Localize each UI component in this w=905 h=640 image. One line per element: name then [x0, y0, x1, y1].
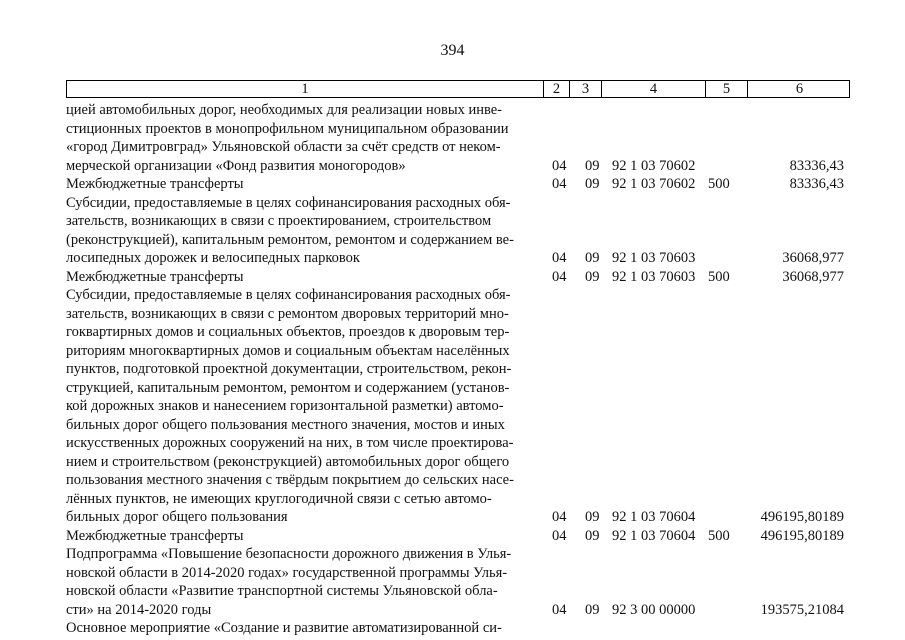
section-code: 04 [552, 509, 567, 525]
amount: 36068,977 [782, 268, 844, 285]
row-values [66, 527, 850, 546]
header-col-6: 6 [747, 81, 851, 97]
table-body [66, 101, 850, 638]
subsection-code: 09 [585, 527, 600, 544]
table-row [66, 286, 850, 527]
section-code: 04 [552, 157, 567, 174]
row-description: Субсидии, предоставляемые в целях софинансирования расходных обя- зательств, возникающих в связи с ремонтом дворовых территорий мно- гоквартирных домов и социальных объектов, проездов к дворовым тер- риториям многоквартирных домов и социальным объектам населённых пунктов, подготовкой проектной документации, строительством, рекон- струкцией, капитальным ремонтом, ремонтом и содержанием (установ- кой дорожных знаков и нанесением горизонтальной разметки) автомо- бильных дорог общего пользования местного значения, мостов и иных искусственных дорожных сооружений на них, в том числе проектирова- нием и строительством (реконструкцией) автомобильных дорог общего пользования местного значения с твёрдым покрытием до сельских насе- лённых пунктов, не имеющих круглогодичной связи с сетью автомо- бильных дорог общего пользования [66, 287, 514, 525]
target-article-code: 92 1 03 70602 [612, 176, 696, 192]
page-number: 394 [440, 42, 465, 59]
section-code: 04 [552, 601, 567, 618]
table-row [66, 194, 850, 268]
row-description: Субсидии, предоставляемые в целях софинансирования расходных обя- зательств, возникающих в связи с проектированием, строительством (реконструкцией), капитальным ремонтом, ремонтом и содержанием ве- лосипедных дорожек и велосипедных парковок [66, 194, 514, 266]
amount: 83336,43 [789, 176, 844, 192]
expense-type-code: 500 [708, 268, 730, 285]
target-article-code: 92 1 03 70603 [612, 250, 696, 266]
row-values [66, 175, 850, 194]
row-values [66, 157, 850, 176]
amount: 36068,977 [782, 250, 844, 266]
expense-type-code: 500 [708, 527, 730, 544]
target-article-code: 92 1 03 70602 [612, 157, 696, 174]
amount: 496195,80189 [760, 509, 844, 525]
target-article-code: 92 1 03 70604 [612, 509, 696, 525]
row-values [66, 601, 850, 620]
row-values [66, 508, 850, 527]
row-description: Межбюджетные трансферты [66, 268, 244, 285]
row-description: Межбюджетные трансферты [66, 527, 244, 544]
amount: 193575,21084 [760, 601, 844, 618]
row-description: Основное мероприятие «Создание и развитие автоматизированной си- [66, 620, 502, 636]
table-row [66, 619, 850, 638]
target-article-code: 92 3 00 00000 [612, 601, 696, 618]
row-values [66, 249, 850, 268]
table-row [66, 545, 850, 619]
amount: 83336,43 [789, 157, 844, 174]
amount: 496195,80189 [760, 527, 844, 544]
subsection-code: 09 [585, 157, 600, 174]
row-description: цией автомобильных дорог, необходимых для реализации новых инве- стиционных проектов в монопрофильном муниципальном образовании «город Димитровград» Ульяновской области за счёт средств от неком- мерческой организации «Фонд развития моногородов» [66, 102, 509, 174]
section-code: 04 [552, 268, 567, 285]
row-description: Межбюджетные трансферты [66, 176, 244, 192]
header-col-4: 4 [601, 81, 705, 97]
row-description: Подпрограмма «Повышение безопасности дорожного движения в Улья- новской области в 2014-2020 годах» государственной программы Улья- новской области «Развитие транспортной системы Ульяновской обла- сти» на 2014-2020 годы [66, 546, 512, 618]
header-col-1: 1 [301, 81, 309, 97]
subsection-code: 09 [585, 250, 600, 266]
section-code: 04 [552, 176, 567, 192]
section-code: 04 [552, 250, 567, 266]
header-col-5: 5 [705, 81, 747, 97]
subsection-code: 09 [585, 509, 600, 525]
subsection-code: 09 [585, 268, 600, 285]
subsection-code: 09 [585, 601, 600, 618]
table-row [66, 101, 850, 175]
target-article-code: 92 1 03 70604 [612, 527, 696, 544]
target-article-code: 92 1 03 70603 [612, 268, 696, 285]
table-row [66, 268, 850, 287]
subsection-code: 09 [585, 176, 600, 192]
table-row [66, 175, 850, 194]
row-values [66, 268, 850, 287]
expense-type-code: 500 [708, 176, 730, 192]
section-code: 04 [552, 527, 567, 544]
table-header [66, 80, 850, 98]
header-col-2: 2 [543, 81, 569, 97]
header-col-3: 3 [569, 81, 601, 97]
table-row [66, 527, 850, 546]
